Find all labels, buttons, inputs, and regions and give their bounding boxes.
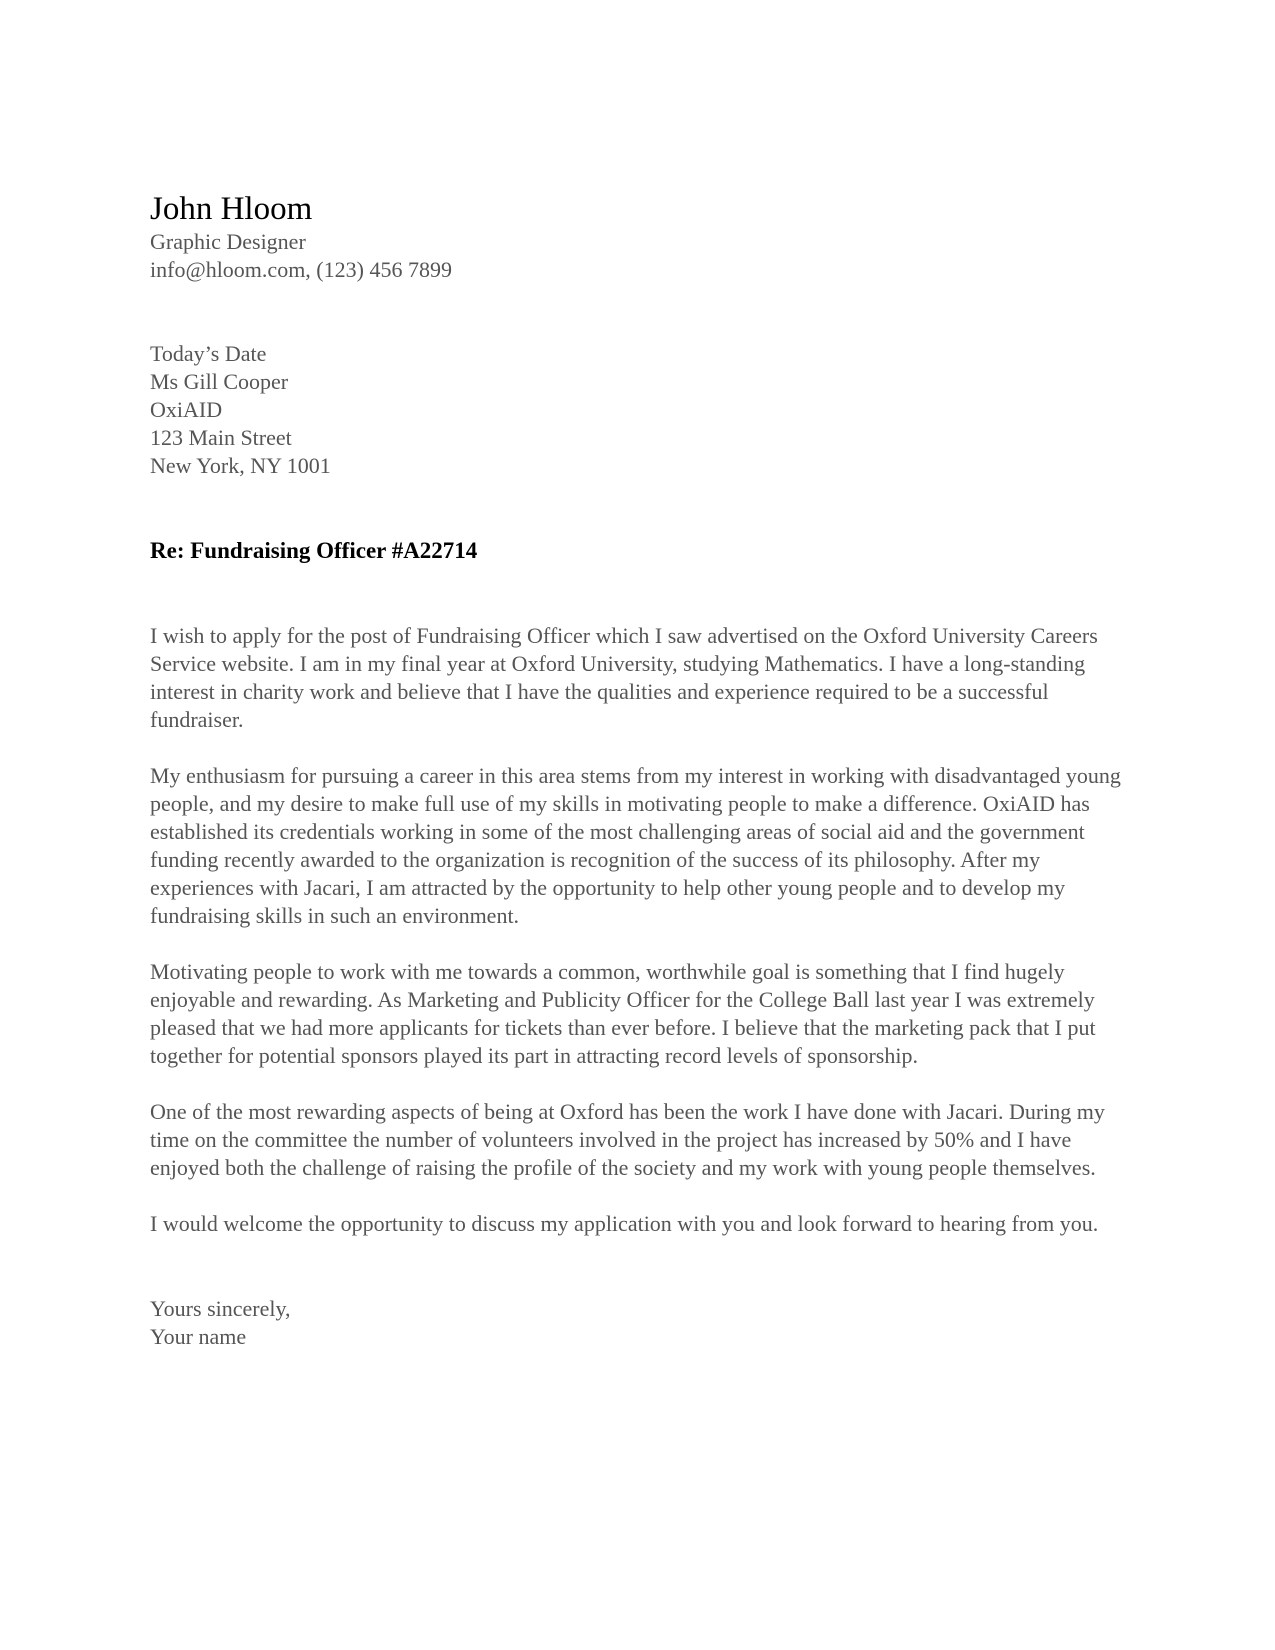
signature-name: Your name	[150, 1324, 247, 1349]
body-paragraph: My enthusiasm for pursuing a career in this area stems from my interest in working with disadvantaged young people, and my desire to make full use of my skills in motivating people to make a difference. OxiAID has established its credentials working in some of the most challenging areas of social aid and the government funding recently awarded to the organization is recognition of the success of its philosophy. After my experiences with Jacari, I am attracted by the opportunity to help other young people and to develop my fundraising skills in such an environment.	[150, 763, 1121, 928]
body-paragraph: One of the most rewarding aspects of being at Oxford has been the work I have done with Jacari. During my time on the committee the number of volunteers involved in the project has increased by 50% and I have enjoyed both the challenge of raising the profile of the society and my work with young people themselves.	[150, 1099, 1105, 1180]
closing-block	[150, 1295, 1140, 1351]
sender-contact: info@hloom.com, (123) 456 7899	[150, 257, 452, 282]
closing-salutation: Yours sincerely,	[150, 1296, 291, 1321]
sender-name: John Hloom	[150, 191, 313, 227]
recipient-city: New York, NY 1001	[150, 453, 331, 478]
letter-date: Today’s Date	[150, 341, 267, 366]
sender-title: Graphic Designer	[150, 229, 306, 254]
subject-line: Re: Fundraising Officer #A22714	[150, 538, 478, 563]
body-paragraph: I wish to apply for the post of Fundraising Officer which I saw advertised on the Oxford University Careers Service website. I am in my final year at Oxford University, studying Mathematics. I have a long-standing interest in charity work and believe that I have the qualities and experience required to be a successful fundraiser.	[150, 623, 1098, 732]
recipient-street: 123 Main Street	[150, 425, 292, 450]
body-paragraph: I would welcome the opportunity to discuss my application with you and look forward to hearing from you.	[150, 1211, 1099, 1236]
sender-block	[150, 190, 1140, 284]
letter-body	[150, 622, 1140, 1238]
recipient-name: Ms Gill Cooper	[150, 369, 289, 394]
recipient-company: OxiAID	[150, 397, 223, 422]
body-paragraph: Motivating people to work with me towards a common, worthwhile goal is something that I find hugely enjoyable and rewarding. As Marketing and Publicity Officer for the College Ball last year I was extremely pleased that we had more applicants for tickets than ever before. I believe that the marketing pack that I put together for potential sponsors played its part in attracting record levels of sponsorship.	[150, 959, 1096, 1068]
cover-letter	[150, 190, 1140, 1351]
recipient-block	[150, 340, 1140, 480]
